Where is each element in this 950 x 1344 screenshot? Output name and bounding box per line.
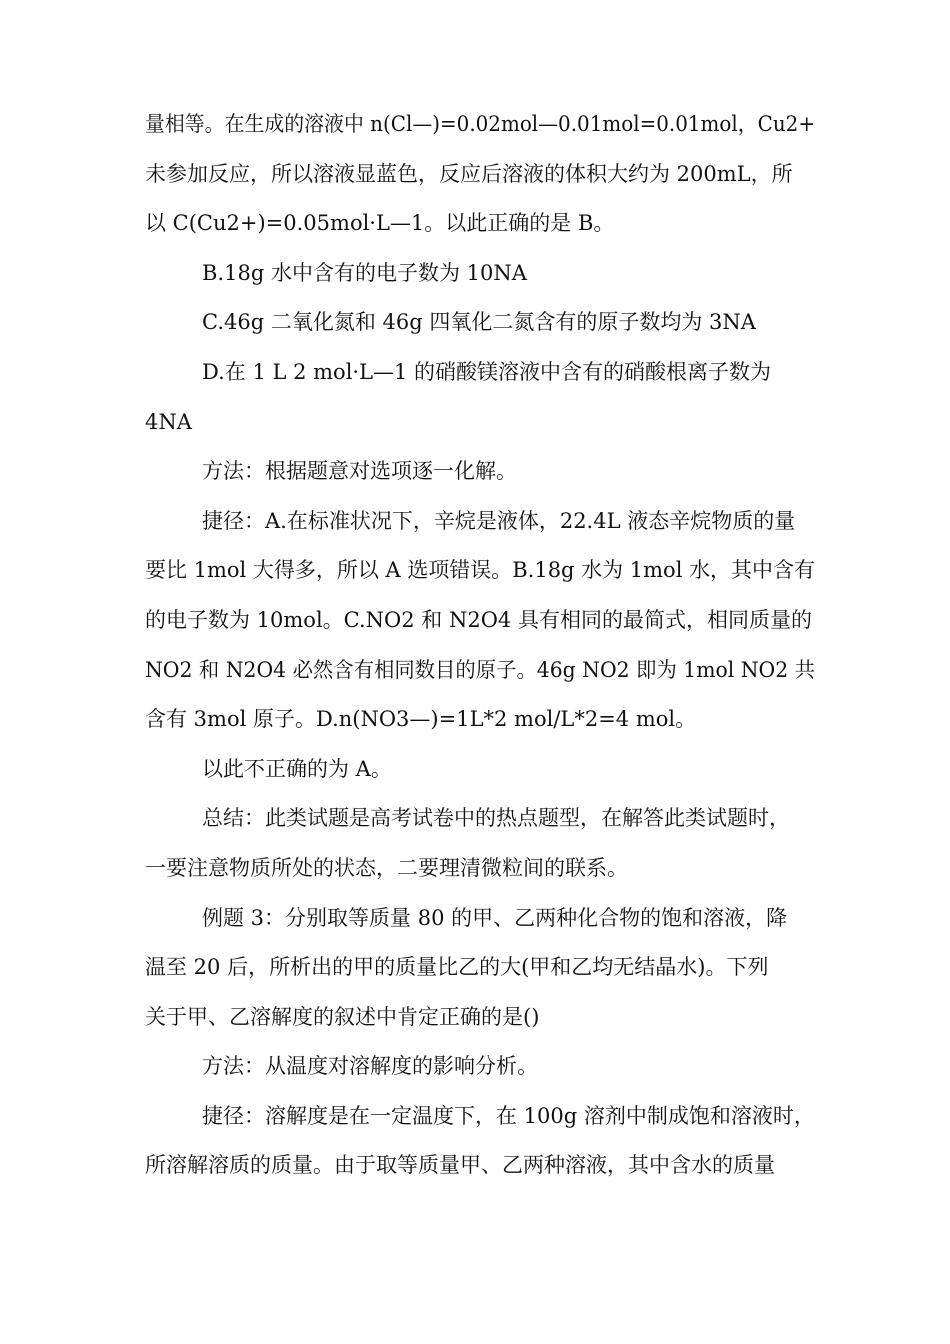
text-line: NO2 和 N2O4 必然含有相同数目的原子。46g NO2 即为 1mol NO2 共 (145, 657, 815, 682)
text-line: 的电子数为 10mol。C.NO2 和 N2O4 具有相同的最简式，相同质量的 (145, 607, 812, 632)
text-line: 要比 1mol 大得多，所以 A 选项错误。B.18g 水为 1mol 水，其中含有 (145, 558, 815, 583)
example-line: 例题 3：分别取等质量 80 的甲、乙两种化合物的饱和溶液，降 (202, 905, 788, 930)
method-line: 方法：从温度对溶解度的影响分析。 (202, 1054, 538, 1079)
text-line: 未参加反应，所以溶液显蓝色，反应后溶液的体积大约为 200mL，所 (145, 161, 793, 186)
text-line: 一要注意物质所处的状态，二要理清微粒间的联系。 (145, 855, 628, 880)
text-line: 4NA (145, 409, 192, 434)
document-body (145, 100, 815, 1191)
method-line: 方法：根据题意对选项逐一化解。 (202, 459, 517, 484)
text-line: 关于甲、乙溶解度的叙述中肯定正确的是() (145, 1004, 540, 1029)
text-line: 温至 20 后，所析出的甲的质量比乙的大(甲和乙均无结晶水)。下列 (145, 955, 769, 980)
shortcut-line: 捷径：A.在标准状况下，辛烷是液体，22.4L 液态辛烷物质的量 (202, 508, 796, 533)
text-line: 所溶解溶质的质量。由于取等质量甲、乙两种溶液，其中含水的质量 (145, 1153, 775, 1178)
text-line: 以 C(Cu2+)=0.05mol·L—1。以此正确的是 B。 (145, 211, 615, 236)
conclusion-line: 以此不正确的为 A。 (202, 756, 392, 781)
text-line: 量相等。在生成的溶液中 n(Cl—)=0.02mol—0.01mol=0.01mol，Cu2+ (145, 112, 815, 136)
option-d-line: D.在 1 L 2 mol·L—1 的硝酸镁溶液中含有的硝酸根离子数为 (202, 359, 772, 384)
text-line: 含有 3mol 原子。D.n(NO3—)=1L*2 mol/L*2=4 mol。 (145, 707, 697, 732)
shortcut-line: 捷径：溶解度是在一定温度下，在 100g 溶剂中制成饱和溶液时， (202, 1103, 815, 1128)
summary-line: 总结：此类试题是高考试卷中的热点题型，在解答此类试题时， (202, 806, 790, 831)
option-b-line: B.18g 水中含有的电子数为 10NA (202, 260, 527, 285)
option-c-line: C.46g 二氧化氮和 46g 四氧化二氮含有的原子数均为 3NA (202, 310, 756, 335)
